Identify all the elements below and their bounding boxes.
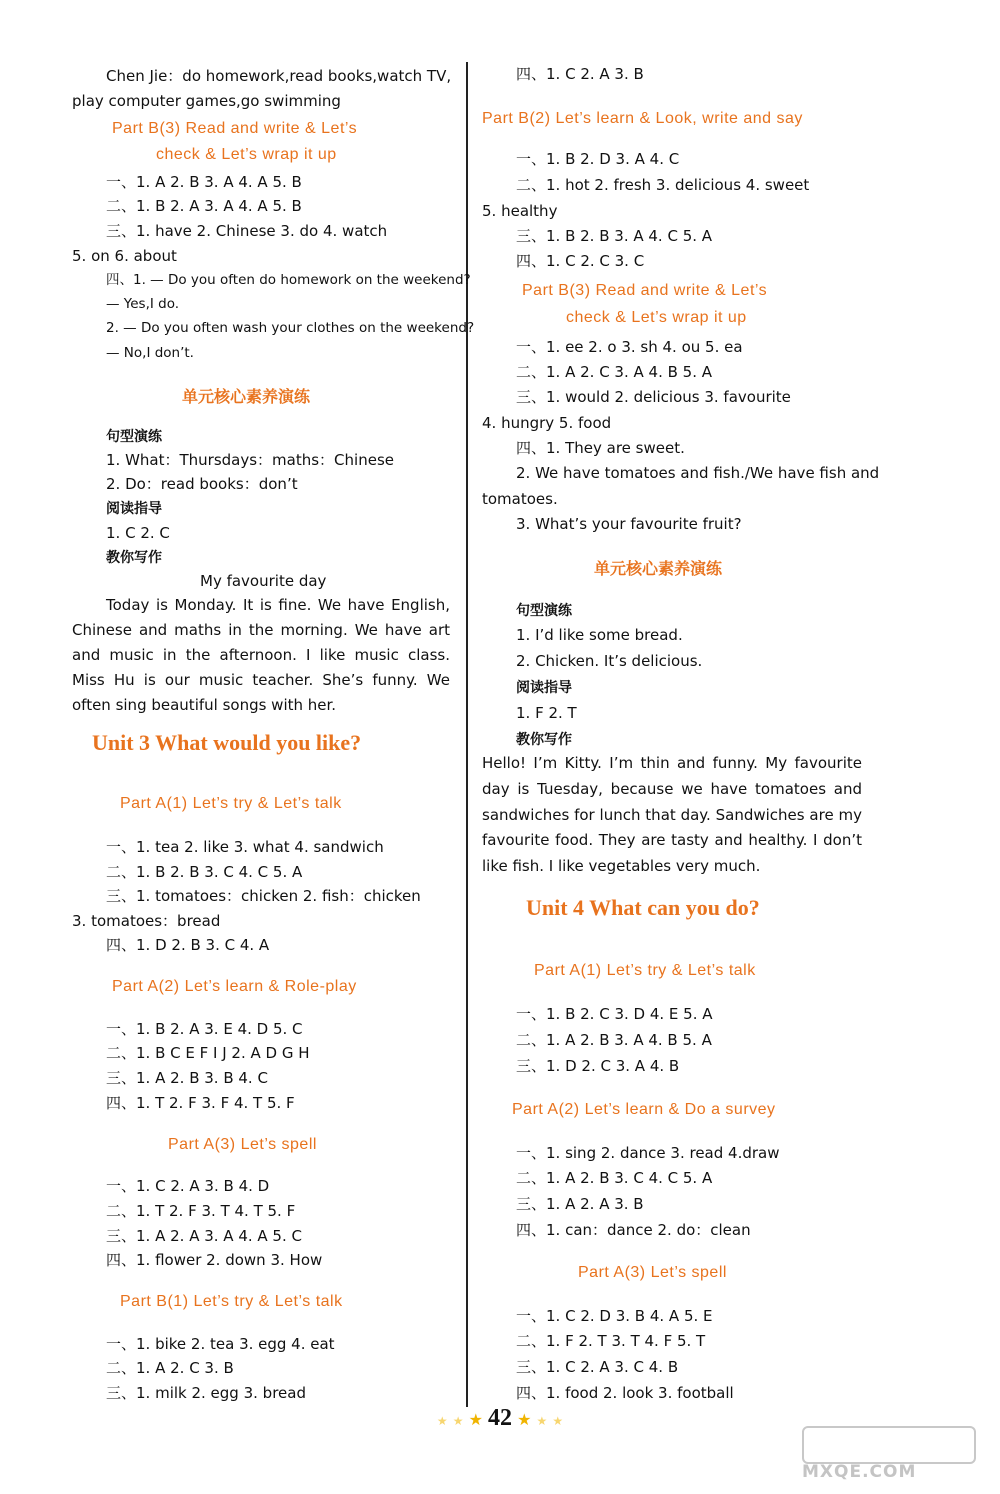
answer-line: 一、1. sing 2. dance 3. read 4.draw xyxy=(516,1144,780,1162)
answer-line: 三、1. tomatoes：chicken 2. fish：chicken xyxy=(106,887,421,905)
answer-line: 三、1. A 2. A 3. A 4. A 5. C xyxy=(106,1227,302,1245)
part-heading: Part A(2) Let’s learn & Do a survey xyxy=(512,1101,776,1118)
answer-line: 三、1. C 2. A 3. C 4. B xyxy=(516,1358,679,1376)
subheading: 阅读指导 xyxy=(516,680,572,696)
answer-line: 二、1. A 2. C 3. B xyxy=(106,1359,234,1377)
unit-title: Unit 3 What would you like? xyxy=(92,730,362,755)
watermark-logo-icon xyxy=(802,1426,976,1464)
answer-line: 4. hungry 5. food xyxy=(482,414,612,432)
text-line: Chen Jie：do homework,read books,watch TV, xyxy=(106,67,452,85)
answer-line: 四、1. can：dance 2. do：clean xyxy=(516,1221,751,1239)
subheading: 教你写作 xyxy=(106,550,162,566)
essay-title: My favourite day xyxy=(200,572,327,590)
subheading: 教你写作 xyxy=(516,732,572,748)
column-divider xyxy=(466,62,468,1407)
page-number: 42 xyxy=(488,1405,512,1431)
answer-line: 二、1. hot 2. fresh 3. delicious 4. sweet xyxy=(516,176,810,194)
answer-line: 2. We have tomatoes and fish./We have fish and xyxy=(516,464,880,482)
answer-line: 一、1. ee 2. o 3. sh 4. ou 5. ea xyxy=(516,338,743,356)
answer-line: 一、1. B 2. A 3. E 4. D 5. C xyxy=(106,1020,303,1038)
answer-line: 一、1. B 2. C 3. D 4. E 5. A xyxy=(516,1005,713,1023)
answer-line: 四、1. flower 2. down 3. How xyxy=(106,1251,323,1269)
answer-line: — Yes,I do. xyxy=(106,296,180,312)
part-heading: Part B(3) Read and write & Let’s xyxy=(112,120,358,137)
answer-line: 三、1. A 2. B 3. B 4. C xyxy=(106,1069,268,1087)
answer-line: 1. C 2. C xyxy=(106,524,170,542)
answer-line: 一、1. tea 2. like 3. what 4. sandwich xyxy=(106,838,384,856)
answer-line: 5. healthy xyxy=(482,202,558,220)
answer-line: 一、1. C 2. A 3. B 4. D xyxy=(106,1177,270,1195)
text-line: play computer games,go swimming xyxy=(72,92,341,110)
answer-line: 一、1. A 2. B 3. A 4. A 5. B xyxy=(106,173,302,191)
answer-line: 二、1. B 2. A 3. A 4. A 5. B xyxy=(106,197,302,215)
unit-title: Unit 4 What can you do? xyxy=(526,895,760,920)
answer-line: 2. Chicken. It’s delicious. xyxy=(516,652,703,670)
part-heading: Part B(1) Let’s try & Let’s talk xyxy=(120,1293,343,1310)
answer-line: 三、1. would 2. delicious 3. favourite xyxy=(516,388,791,406)
part-heading: check & Let’s wrap it up xyxy=(156,146,337,163)
answer-line: 三、1. D 2. C 3. A 4. B xyxy=(516,1057,680,1075)
star-icon: ★ xyxy=(468,1410,483,1429)
star-icon: ★ xyxy=(552,1414,564,1428)
star-icon: ★ xyxy=(452,1414,464,1428)
essay-paragraph: Hello! I’m Kitty. I’m thin and funny. My favourite day is Tuesday, because we have tomatoes and sandwiches for lunch that day. Sandwiches are my favourite food. They are tasty and healthy. I don’t like fish. I like vegetables very much. xyxy=(482,754,862,876)
part-heading: Part A(1) Let’s try & Let’s talk xyxy=(534,962,756,979)
answer-line: 三、1. A 2. A 3. B xyxy=(516,1195,644,1213)
part-heading: Part A(3) Let’s spell xyxy=(578,1264,727,1281)
answer-line: 四、1. T 2. F 3. F 4. T 5. F xyxy=(106,1094,295,1112)
answer-line: 一、1. bike 2. tea 3. egg 4. eat xyxy=(106,1335,335,1353)
answer-line: 1. F 2. T xyxy=(516,704,577,722)
essay-paragraph: Today is Monday. It is fine. We have English, Chinese and maths in the morning. We have art and music in the afternoon. I like music class. Miss Hu is our music teacher. She’s funny. We often sing beautiful songs with her. xyxy=(72,596,450,714)
section-title: 单元核心素养演练 xyxy=(182,387,311,406)
answer-line: 二、1. F 2. T 3. T 4. F 5. T xyxy=(516,1332,706,1350)
watermark xyxy=(802,1426,978,1482)
subheading: 句型演练 xyxy=(516,603,572,619)
answer-line: 5. on 6. about xyxy=(72,247,177,265)
subheading: 句型演练 xyxy=(106,429,162,445)
answer-line: 2. Do：read books：don’t xyxy=(106,475,298,493)
part-heading: Part B(3) Read and write & Let’s xyxy=(522,282,768,299)
answer-line: 二、1. A 2. B 3. C 4. C 5. A xyxy=(516,1169,713,1187)
part-heading: Part A(3) Let’s spell xyxy=(168,1136,317,1153)
answer-line: 二、1. B C E F I J 2. A D G H xyxy=(106,1044,310,1062)
answer-line: 二、1. B 2. B 3. C 4. C 5. A xyxy=(106,863,303,881)
answer-line: 一、1. C 2. D 3. B 4. A 5. E xyxy=(516,1307,713,1325)
answer-line: 三、1. B 2. B 3. A 4. C 5. A xyxy=(516,227,713,245)
answer-line: 三、1. have 2. Chinese 3. do 4. watch xyxy=(106,222,388,240)
part-heading: check & Let’s wrap it up xyxy=(566,309,747,326)
answer-line: 四、1. — Do you often do homework on the weekend? xyxy=(106,272,471,288)
answer-line: 二、1. A 2. C 3. A 4. B 5. A xyxy=(516,363,713,381)
answer-line: 三、1. milk 2. egg 3. bread xyxy=(106,1384,306,1402)
answer-line: 3. tomatoes：bread xyxy=(72,912,221,930)
part-heading: Part B(2) Let’s learn & Look, write and say xyxy=(482,110,803,127)
subheading: 阅读指导 xyxy=(106,501,162,517)
part-heading: Part A(1) Let’s try & Let’s talk xyxy=(120,795,342,812)
answer-line: 四、1. C 2. C 3. C xyxy=(516,252,645,270)
answer-line: 2. — Do you often wash your clothes on the weekend? xyxy=(106,320,475,336)
watermark-text: MXQE.COM xyxy=(802,1462,917,1482)
answer-line: tomatoes. xyxy=(482,490,558,508)
answer-line: 二、1. T 2. F 3. T 4. T 5. F xyxy=(106,1202,296,1220)
star-icon: ★ xyxy=(436,1414,448,1428)
answer-line: 四、1. food 2. look 3. football xyxy=(516,1384,734,1402)
answer-line: 四、1. D 2. B 3. C 4. A xyxy=(106,936,270,954)
part-heading: Part A(2) Let’s learn & Role-play xyxy=(112,978,357,995)
section-title: 单元核心素养演练 xyxy=(594,559,723,578)
answer-line: — No,I don’t. xyxy=(106,345,194,361)
answer-line: 3. What’s your favourite fruit? xyxy=(516,515,742,533)
star-icon: ★ xyxy=(536,1414,548,1428)
star-icon: ★ xyxy=(517,1410,532,1429)
answer-line: 一、1. B 2. D 3. A 4. C xyxy=(516,150,680,168)
answer-line: 四、1. C 2. A 3. B xyxy=(516,65,644,83)
answer-line: 二、1. A 2. B 3. A 4. B 5. A xyxy=(516,1031,712,1049)
answer-line: 1. I’d like some bread. xyxy=(516,626,683,644)
answer-line: 四、1. They are sweet. xyxy=(516,439,685,457)
answer-line: 1. What：Thursdays：maths：Chinese xyxy=(106,451,394,469)
